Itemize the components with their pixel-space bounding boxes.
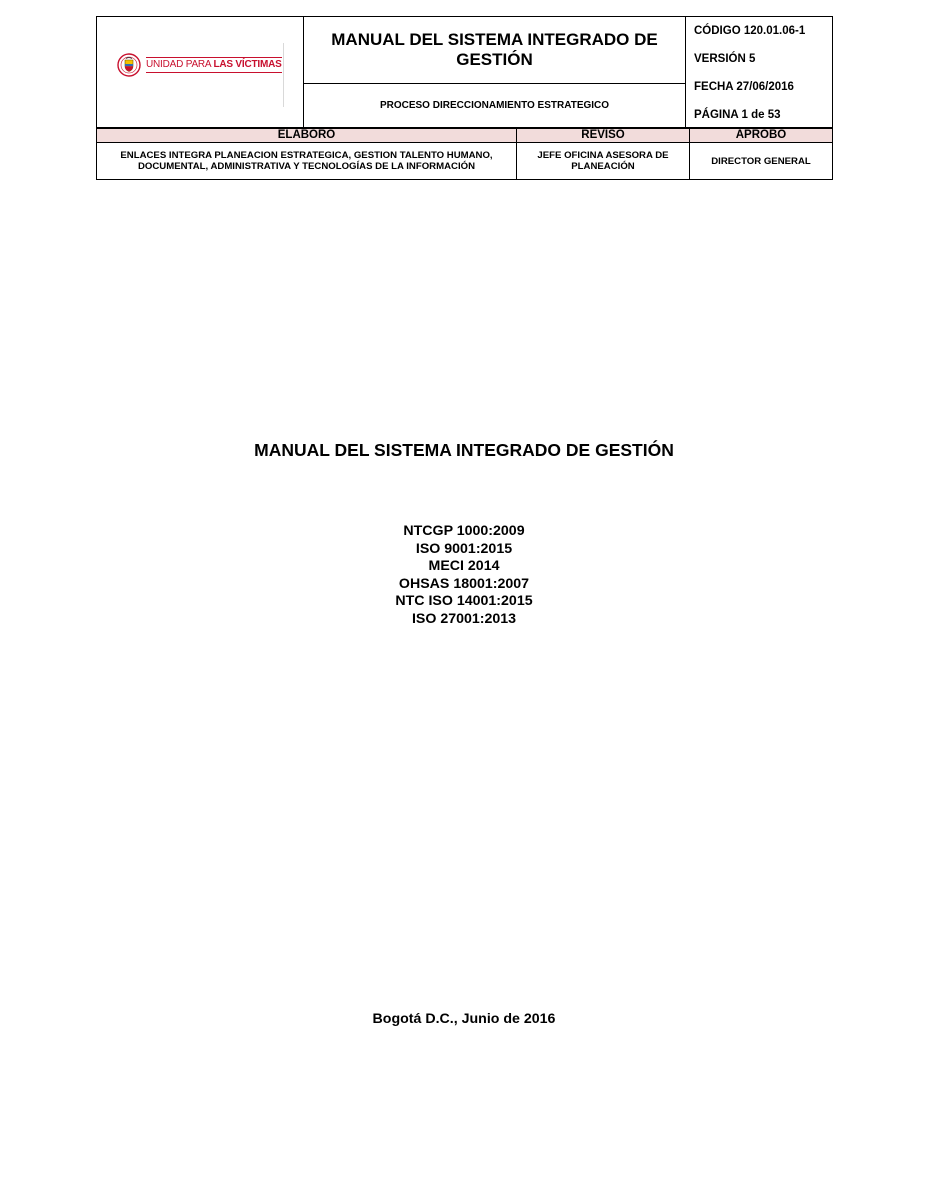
approval-value-row xyxy=(97,143,833,180)
place-date: Bogotá D.C., Junio de 2016 xyxy=(372,1011,556,1027)
value-aprobo: DIRECTOR GENERAL xyxy=(690,143,833,180)
document-header xyxy=(96,16,833,128)
header-title: MANUAL DEL SISTEMA INTEGRADO DE GESTIÓN xyxy=(304,17,686,84)
meta-codigo: CÓDIGO 120.01.06-1 xyxy=(694,25,806,37)
logo-cell xyxy=(97,17,304,127)
cover-title: MANUAL DEL SISTEMA INTEGRADO DE GESTIÓN xyxy=(254,440,674,460)
header-reviso: REVISÓ xyxy=(517,129,690,143)
meta-pagina: PÁGINA 1 de 53 xyxy=(694,109,781,121)
approval-header-row xyxy=(97,129,833,143)
standard-item: ISO 9001:2015 xyxy=(415,540,513,557)
standard-item: NTCGP 1000:2009 xyxy=(403,523,525,539)
header-elaboro: ELABORÓ xyxy=(97,129,517,143)
header-process: PROCESO DIRECCIONAMIENTO ESTRATEGICO xyxy=(304,84,686,127)
standard-item: OHSAS 18001:2007 xyxy=(398,575,530,592)
standard-item: ISO 27001:2013 xyxy=(411,610,517,627)
header-aprobo: APROBO xyxy=(690,129,833,143)
logo-text-unidad: UNIDAD PARA xyxy=(146,59,214,70)
value-elaboro: ENLACES INTEGRA PLANEACION ESTRATEGICA, GESTION TALENTO HUMANO, DOCUMENTAL, ADMINISTRATIVA Y TECNOLOGÍAS DE LA INFORMACIÓN xyxy=(97,143,517,180)
logo-text-victimas: LAS VÍCTIMAS xyxy=(213,59,282,70)
value-reviso: JEFE OFICINA ASESORA DE PLANEACIÓN xyxy=(517,143,690,180)
document-meta xyxy=(686,17,832,127)
logo-divider xyxy=(283,43,284,107)
standard-item: MECI 2014 xyxy=(428,558,500,574)
approval-table xyxy=(96,128,833,180)
unidad-victimas-logo xyxy=(117,53,282,77)
logo-wordmark xyxy=(146,57,282,73)
meta-version: VERSIÓN 5 xyxy=(694,53,756,65)
standard-item: NTC ISO 14001:2015 xyxy=(395,593,533,609)
standards-list xyxy=(0,523,928,628)
colombia-coat-of-arms-icon xyxy=(117,53,141,77)
meta-fecha: FECHA 27/06/2016 xyxy=(694,81,794,93)
